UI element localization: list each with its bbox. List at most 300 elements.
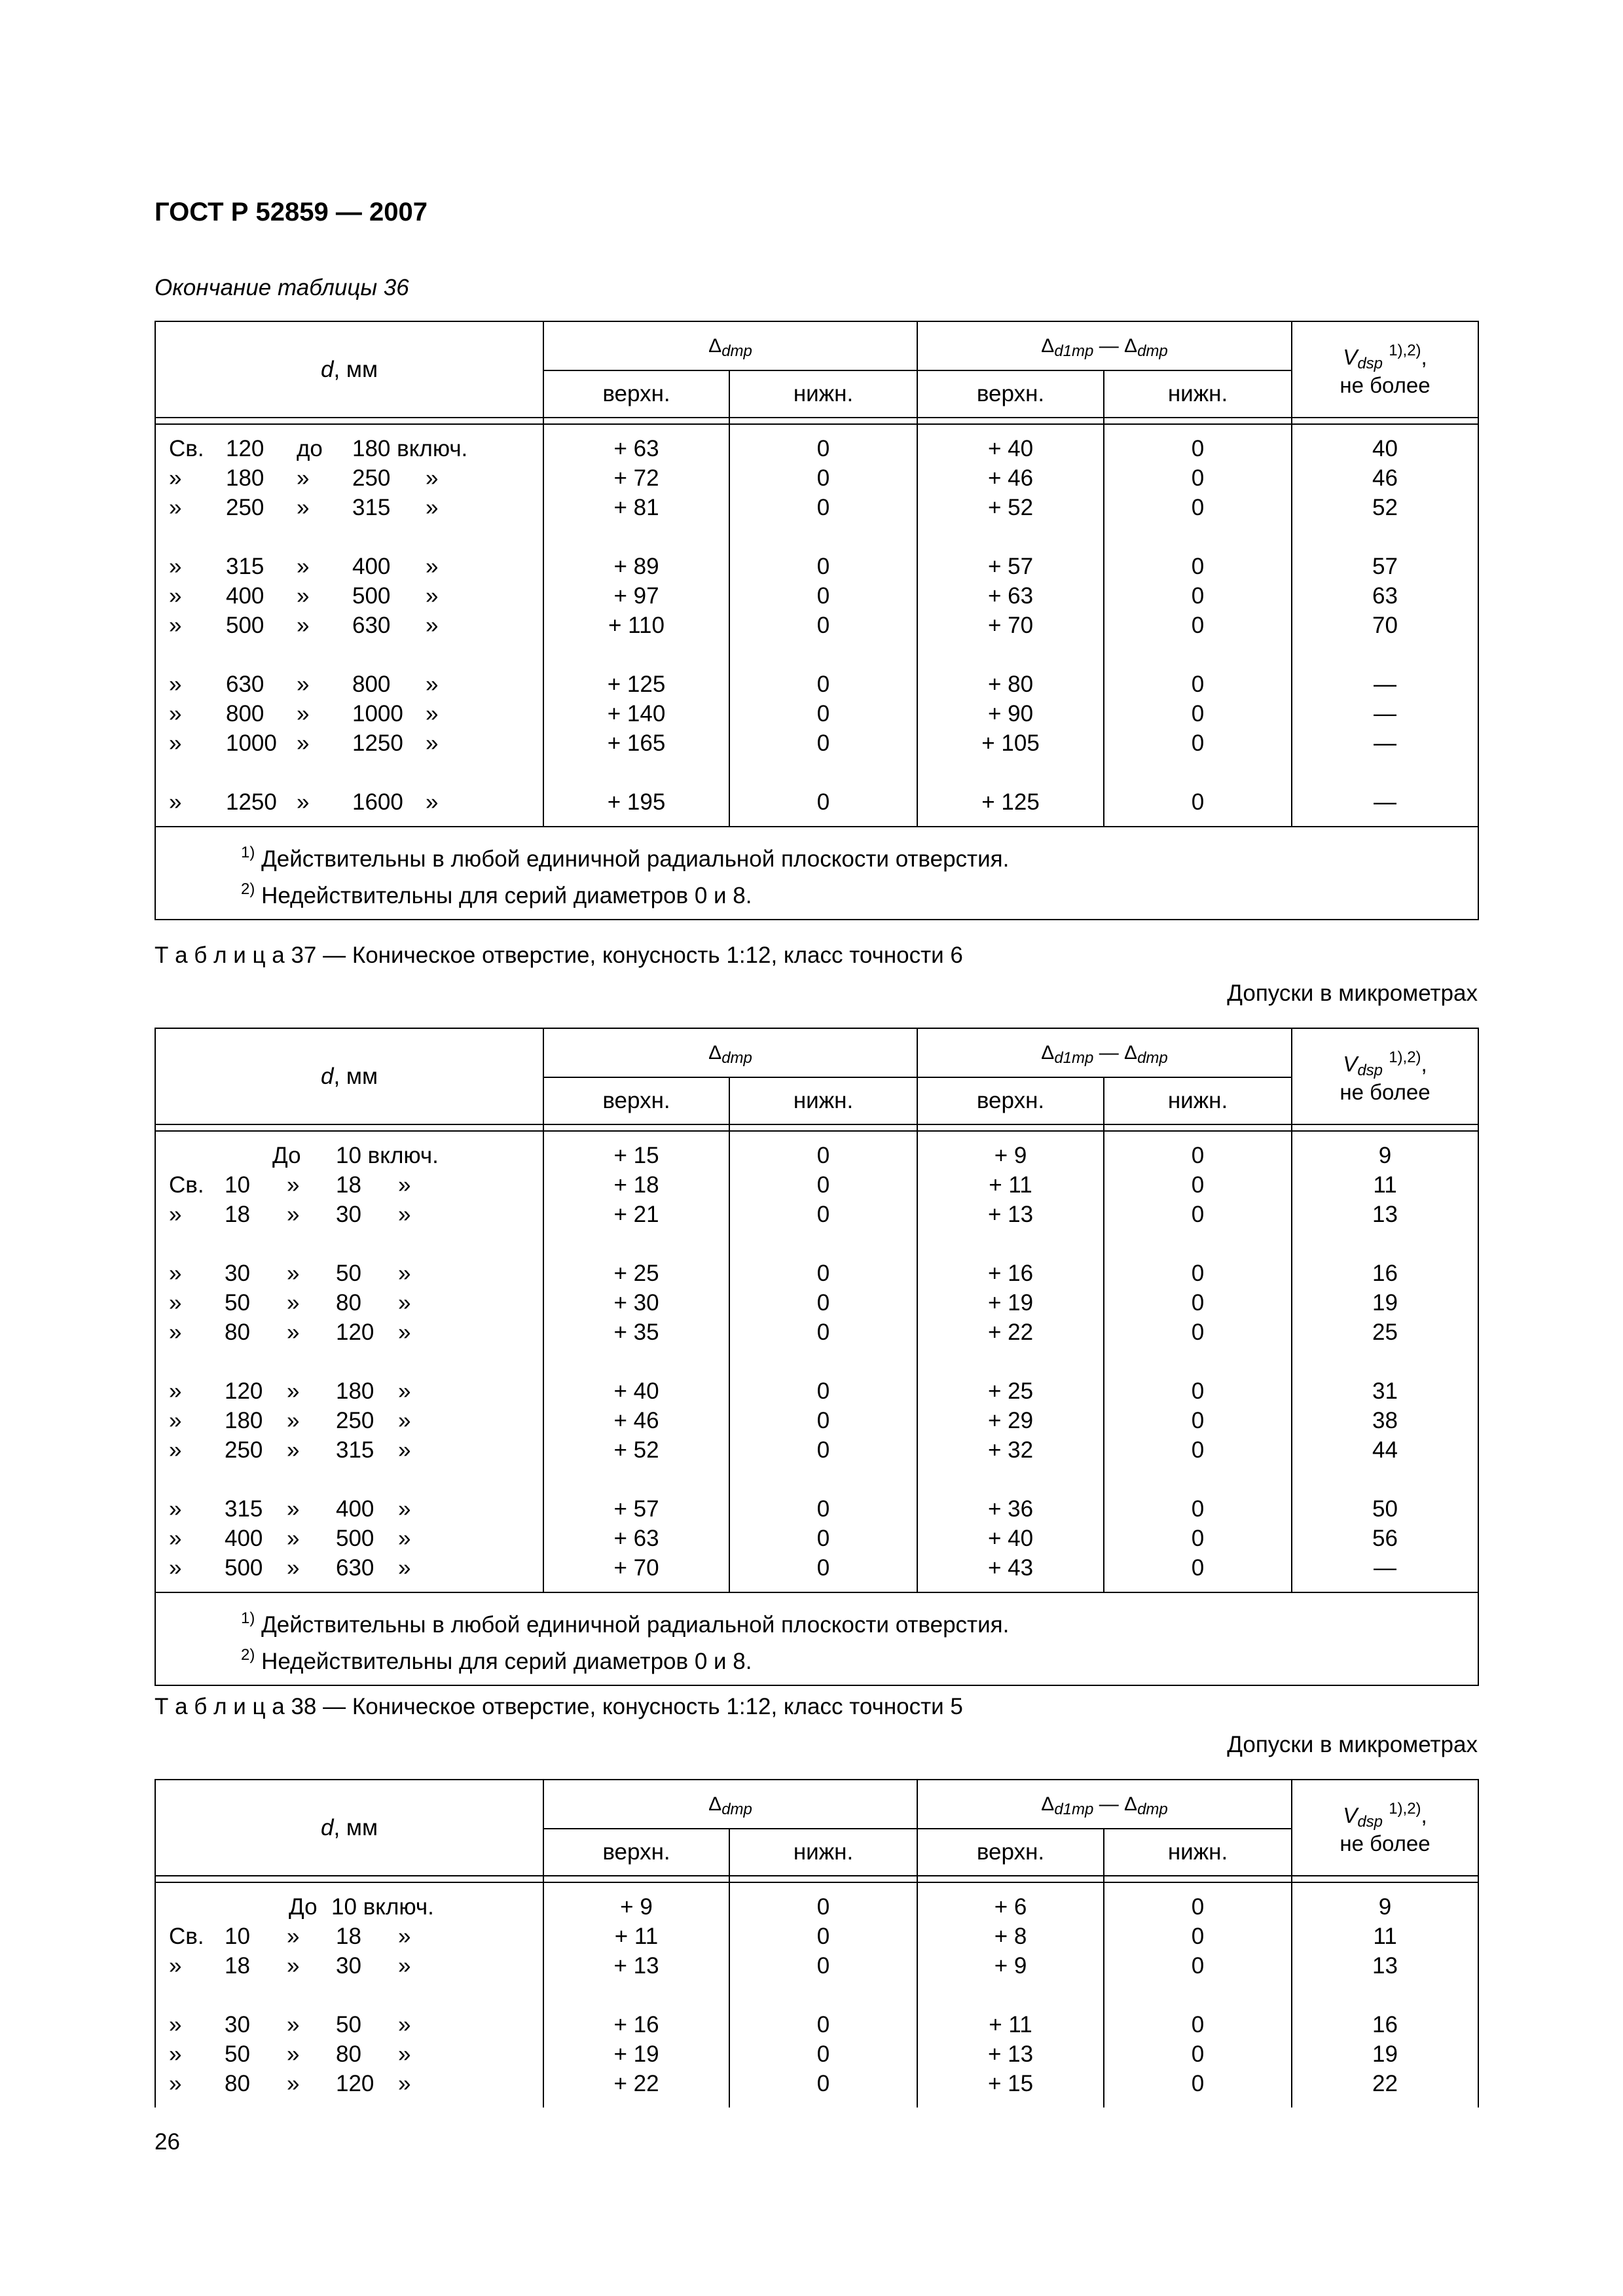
t36-diameter-part: 1250 (352, 730, 403, 756)
t36-delta-dmp-lower: 0 (729, 699, 917, 728)
t37-delta-dmp-upper: + 15 (543, 1141, 729, 1170)
t36-footnote-mark: 2) (241, 880, 255, 898)
t37-diameter-part: 180 (225, 1408, 263, 1433)
t37-diameter-part: » (287, 1408, 300, 1433)
t37-delta-dmp-upper: + 40 (543, 1376, 729, 1406)
t38-separator-cell (155, 1876, 543, 1882)
t36-header-row (155, 321, 1478, 370)
t38-gap-cell (155, 2098, 543, 2108)
t38-delta-d1mp-upper: + 11 (917, 2010, 1104, 2039)
t36-diameter-part: » (297, 465, 310, 491)
t36-diameter-part: 1000 (352, 701, 403, 726)
t37-header-vdsp-sub: не более (1340, 1079, 1431, 1104)
t37-diameter-part: » (287, 1437, 300, 1463)
t37-delta-d1mp-lower: 0 (1104, 1170, 1292, 1200)
t36-delta-d1mp-upper: + 125 (917, 787, 1104, 817)
t37-diameter-part: » (287, 1555, 300, 1581)
t38-spacer-cell (1292, 1981, 1478, 2010)
t37-separator-cell (155, 1124, 543, 1131)
t37-header-vdsp-label: $V_{dsp}$ $^{1),2)}$, (1343, 1048, 1427, 1079)
t36-diameter-part: 500 (226, 613, 264, 638)
t36-vdsp: — (1374, 730, 1397, 756)
t38-vdsp: 13 (1372, 1953, 1398, 1979)
t37-row (155, 1524, 1478, 1553)
t37-delta-d1mp-lower: 0 (1104, 1494, 1292, 1524)
t36-footnote-text: Действительны в любой единичной радиальной плоскости отверстия. (255, 846, 1010, 872)
t36-spacer-cell (543, 640, 729, 670)
t38-vdsp: 16 (1372, 2012, 1398, 2037)
t36-header-separator (155, 418, 1478, 424)
t37-delta-dmp-upper: + 52 (543, 1435, 729, 1465)
t38-header-delta-d1mp (917, 1780, 1292, 1829)
t38-group-spacer (155, 1981, 1478, 2010)
t37-delta-d1mp-upper: + 29 (917, 1406, 1104, 1435)
t38-gap-cell (1104, 2098, 1292, 2108)
t38-diameter-part: » (287, 2012, 300, 2037)
t38-gap-cell (917, 1882, 1104, 1892)
t38-spacer-cell (543, 1981, 729, 2010)
t37-row (155, 1259, 1478, 1288)
t37-diameter-part: 80 (225, 1319, 250, 1345)
table-36 (155, 321, 1478, 920)
t36-diameter-cell (155, 728, 543, 758)
t36-diameter-part: » (297, 789, 310, 815)
t37-diameter-part: 18 (336, 1172, 361, 1198)
t38-diameter-cell (155, 1892, 543, 1922)
t36-diameter-part: » (297, 583, 310, 609)
t38-spacer-cell (155, 1981, 543, 2010)
t38-delta-dmp-lower: 0 (729, 2069, 917, 2098)
t36-subheader-lower: нижн. (1104, 370, 1292, 418)
t36-diameter-part: 800 (226, 701, 264, 726)
t37-header-d-label: d, мм (320, 1063, 378, 1089)
t37-diameter-part: Св. (169, 1172, 204, 1198)
t37-delta-d1mp-lower: 0 (1104, 1553, 1292, 1583)
t36-diameter-part: » (426, 465, 439, 491)
t37-row (155, 1406, 1478, 1435)
t37-top-gap (155, 1131, 1478, 1141)
t36-subheader-upper: верхн. (543, 370, 729, 418)
t37-header-delta-d1mp-label: $\Delta_{d1mp}$ — $\Delta_{dmp}$ (1041, 1041, 1168, 1067)
t37-row (155, 1553, 1478, 1583)
t37-diameter-cell (155, 1259, 543, 1288)
t36-diameter-cell (155, 670, 543, 699)
t38-delta-dmp-upper: + 19 (543, 2039, 729, 2069)
t36-delta-d1mp-lower: 0 (1104, 611, 1292, 640)
t38-header-delta-dmp-label: $\Delta_{dmp}$ (708, 1793, 752, 1818)
t38-diameter-part: » (398, 1924, 411, 1949)
t36-delta-dmp-upper: + 81 (543, 493, 729, 522)
t37-delta-dmp-lower: 0 (729, 1141, 917, 1170)
t37-spacer-cell (543, 1229, 729, 1259)
t36-subheader-lower: нижн. (729, 370, 917, 418)
t36-diameter-part: » (169, 583, 182, 609)
t36-diameter-part: 180 (226, 465, 264, 491)
t38-diameter-part: » (398, 2012, 411, 2037)
t36-vdsp: 57 (1372, 554, 1398, 579)
t36-gap-cell (543, 424, 729, 434)
t36-spacer-cell (729, 758, 917, 787)
t36-vdsp: 70 (1372, 613, 1398, 638)
t38-gap-cell (729, 2098, 917, 2108)
t38-delta-d1mp-upper: + 9 (917, 1951, 1104, 1981)
t36-spacer-cell (155, 640, 543, 670)
t37-delta-d1mp-lower: 0 (1104, 1288, 1292, 1318)
t38-delta-d1mp-upper: + 8 (917, 1922, 1104, 1951)
t37-diameter-cell (155, 1141, 543, 1170)
t38-row (155, 1922, 1478, 1951)
table-38 (155, 1779, 1478, 2108)
t36-footnote-2 (156, 874, 1478, 911)
t37-diameter-cell (155, 1288, 543, 1318)
t36-subheader-upper: верхн. (917, 370, 1104, 418)
t37-diameter-part: » (398, 1555, 411, 1581)
t36-header-vdsp-label: $V_{dsp}$ $^{1),2)}$, (1343, 341, 1427, 372)
t36-delta-dmp-upper: + 195 (543, 787, 729, 817)
t38-gap-cell (1292, 1882, 1478, 1892)
t36-delta-dmp-upper: + 125 (543, 670, 729, 699)
t36-delta-d1mp-lower: 0 (1104, 699, 1292, 728)
t38-diameter-part: » (169, 2012, 182, 2037)
t36-separator-cell (1104, 418, 1292, 424)
t36-diameter-part: » (426, 672, 439, 697)
t38-diameter-part: 80 (225, 2071, 250, 2096)
t36-diameter-cell (155, 463, 543, 493)
t38-diameter-cell (155, 1951, 543, 1981)
t37-group-spacer (155, 1465, 1478, 1494)
t38-header-d-label: d, мм (320, 1814, 378, 1840)
t36-spacer-cell (1292, 758, 1478, 787)
t36-delta-dmp-lower: 0 (729, 787, 917, 817)
t36-spacer-cell (1104, 522, 1292, 552)
t37-delta-dmp-upper: + 18 (543, 1170, 729, 1200)
t37-delta-d1mp-upper: + 25 (917, 1376, 1104, 1406)
t37-spacer-cell (155, 1465, 543, 1494)
t38-diameter-part: Св. (169, 1924, 204, 1949)
t38-diameter-part: 18 (336, 1924, 361, 1949)
t36-diameter-part: » (426, 730, 439, 756)
t37-diameter-part: » (287, 1261, 300, 1286)
t37-subheader-lower: нижн. (729, 1077, 917, 1124)
t37-delta-dmp-upper: + 63 (543, 1524, 729, 1553)
t36-group-spacer (155, 640, 1478, 670)
t38-delta-d1mp-lower: 0 (1104, 1892, 1292, 1922)
t37-diameter-part: 250 (225, 1437, 263, 1463)
t36-row (155, 699, 1478, 728)
t36-diameter-part: » (169, 730, 182, 756)
t37-spacer-cell (543, 1347, 729, 1376)
t36-header-delta-d1mp-label: $\Delta_{d1mp}$ — $\Delta_{dmp}$ (1041, 334, 1168, 360)
t37-diameter-part: » (287, 1378, 300, 1404)
t36-delta-dmp-upper: + 63 (543, 434, 729, 463)
t38-gap-cell (543, 1882, 729, 1892)
t36-delta-d1mp-upper: + 90 (917, 699, 1104, 728)
t36-diameter-part: » (297, 495, 310, 520)
t37-diameter-part: 180 (336, 1378, 374, 1404)
t37-diameter-part: 315 (336, 1437, 374, 1463)
t36-header-delta-d1mp (917, 321, 1292, 370)
t36-spacer-cell (155, 522, 543, 552)
t38-diameter-part: 10 (225, 1924, 250, 1949)
t36-gap-cell (543, 817, 729, 827)
t36-gap-cell (1292, 817, 1478, 827)
t38-header-vdsp (1292, 1780, 1478, 1876)
t38-row (155, 1951, 1478, 1981)
t36-diameter-cell (155, 699, 543, 728)
t36-diameter-part: » (297, 613, 310, 638)
t37-vdsp: 31 (1372, 1378, 1398, 1404)
t36-delta-d1mp-upper: + 80 (917, 670, 1104, 699)
t36-separator-cell (729, 418, 917, 424)
t37-vdsp: 25 (1372, 1319, 1398, 1345)
t38-diameter-part: » (398, 1953, 411, 1979)
t38-subheader-upper: верхн. (917, 1829, 1104, 1876)
t36-delta-d1mp-lower: 0 (1104, 463, 1292, 493)
t36-diameter-part: 630 (352, 613, 391, 638)
t36-spacer-cell (1104, 758, 1292, 787)
t37-diameter-part: 500 (225, 1555, 263, 1581)
t36-gap-cell (155, 817, 543, 827)
t37-spacer-cell (155, 1347, 543, 1376)
t36-diameter-part: » (169, 495, 182, 520)
t37-row (155, 1170, 1478, 1200)
t37-gap-cell (917, 1131, 1104, 1141)
t37-diameter-cell (155, 1318, 543, 1347)
t38-top-gap (155, 1882, 1478, 1892)
t37-diameter-part: » (398, 1526, 411, 1551)
t36-group-spacer (155, 758, 1478, 787)
t36-row (155, 552, 1478, 581)
t36-delta-dmp-lower: 0 (729, 581, 917, 611)
t36-diameter-part: 630 (226, 672, 264, 697)
t37-delta-d1mp-upper: + 36 (917, 1494, 1104, 1524)
t37-delta-d1mp-lower: 0 (1104, 1200, 1292, 1229)
t36-delta-d1mp-lower: 0 (1104, 787, 1292, 817)
t36-delta-d1mp-upper: + 63 (917, 581, 1104, 611)
t36-spacer-cell (1292, 640, 1478, 670)
t38-diameter-part: 10 включ. (331, 1894, 434, 1920)
t36-spacer-cell (543, 522, 729, 552)
t38-delta-dmp-upper: + 9 (543, 1892, 729, 1922)
t37-header-row (155, 1028, 1478, 1077)
t38-separator-cell (729, 1876, 917, 1882)
t37-spacer-cell (543, 1465, 729, 1494)
t37-subheader-upper: верхн. (917, 1077, 1104, 1124)
t36-delta-dmp-lower: 0 (729, 493, 917, 522)
t37-diameter-part: 400 (336, 1496, 374, 1522)
t36-vdsp: 63 (1372, 583, 1398, 609)
t37-diameter-part: » (169, 1555, 182, 1581)
t38-row (155, 2010, 1478, 2039)
t36-diameter-cell (155, 611, 543, 640)
t38-delta-d1mp-lower: 0 (1104, 2010, 1292, 2039)
table-38-grid (155, 1779, 1479, 2108)
t37-delta-dmp-lower: 0 (729, 1553, 917, 1583)
t36-diameter-part: 250 (352, 465, 391, 491)
t36-delta-dmp-upper: + 165 (543, 728, 729, 758)
t37-delta-dmp-lower: 0 (729, 1494, 917, 1524)
t37-spacer-cell (729, 1229, 917, 1259)
t36-diameter-part: » (426, 554, 439, 579)
t36-spacer-cell (917, 522, 1104, 552)
t36-delta-d1mp-lower: 0 (1104, 493, 1292, 522)
t36-delta-d1mp-upper: + 57 (917, 552, 1104, 581)
t38-diameter-part: » (287, 2041, 300, 2067)
t36-diameter-part: 315 (226, 554, 264, 579)
t36-delta-dmp-upper: + 72 (543, 463, 729, 493)
t36-header-d-label: d, мм (320, 356, 378, 382)
t36-gap-cell (1104, 817, 1292, 827)
t37-diameter-part: 630 (336, 1555, 374, 1581)
t37-delta-d1mp-upper: + 22 (917, 1318, 1104, 1347)
t36-diameter-cell (155, 493, 543, 522)
t37-diameter-cell (155, 1524, 543, 1553)
t38-delta-dmp-lower: 0 (729, 1951, 917, 1981)
t37-delta-dmp-upper: + 35 (543, 1318, 729, 1347)
t38-delta-dmp-upper: + 16 (543, 2010, 729, 2039)
t38-delta-d1mp-lower: 0 (1104, 2069, 1292, 2098)
t37-spacer-cell (1104, 1465, 1292, 1494)
t37-delta-d1mp-lower: 0 (1104, 1524, 1292, 1553)
t37-diameter-part: » (287, 1202, 300, 1227)
t38-gap-cell (1292, 2098, 1478, 2108)
t37-delta-d1mp-lower: 0 (1104, 1141, 1292, 1170)
t36-diameter-cell (155, 552, 543, 581)
t36-delta-d1mp-upper: + 40 (917, 434, 1104, 463)
t37-vdsp: 19 (1372, 1290, 1398, 1316)
t37-gap-cell (1104, 1131, 1292, 1141)
t37-diameter-part: » (169, 1378, 182, 1404)
t37-gap-cell (1104, 1583, 1292, 1592)
t37-spacer-cell (1292, 1229, 1478, 1259)
t37-separator-cell (1104, 1124, 1292, 1131)
t38-diameter-part: 30 (336, 1953, 361, 1979)
t38-delta-d1mp-lower: 0 (1104, 1951, 1292, 1981)
t36-diameter-part: Св. (169, 436, 204, 461)
t37-delta-d1mp-upper: + 40 (917, 1524, 1104, 1553)
t36-diameter-part: 1600 (352, 789, 403, 815)
t37-diameter-part: 50 (225, 1290, 250, 1316)
t37-footnote-mark: 2) (241, 1646, 255, 1664)
t37-diameter-part: » (398, 1319, 411, 1345)
t37-diameter-part: » (169, 1437, 182, 1463)
t37-gap-cell (543, 1583, 729, 1592)
t37-diameter-part: До (272, 1143, 301, 1168)
t36-footnotes-cell (155, 827, 1478, 920)
t37-separator-cell (543, 1124, 729, 1131)
t37-delta-dmp-lower: 0 (729, 1376, 917, 1406)
t38-vdsp: 11 (1373, 1924, 1397, 1949)
t36-delta-dmp-upper: + 97 (543, 581, 729, 611)
t37-diameter-part: » (287, 1319, 300, 1345)
t37-vdsp: 44 (1372, 1437, 1398, 1463)
t36-bottom-gap (155, 817, 1478, 827)
t37-vdsp: 16 (1372, 1261, 1398, 1286)
t37-vdsp: 56 (1372, 1526, 1398, 1551)
t37-delta-dmp-upper: + 30 (543, 1288, 729, 1318)
t38-header-delta-d1mp-label: $\Delta_{d1mp}$ — $\Delta_{dmp}$ (1041, 1793, 1168, 1818)
t38-separator-cell (1104, 1876, 1292, 1882)
t38-spacer-cell (729, 1981, 917, 2010)
t36-footnotes (155, 827, 1478, 920)
t36-delta-d1mp-lower: 0 (1104, 670, 1292, 699)
t37-diameter-part: » (287, 1496, 300, 1522)
t36-spacer-cell (729, 522, 917, 552)
t37-delta-dmp-lower: 0 (729, 1406, 917, 1435)
t37-gap-cell (543, 1131, 729, 1141)
table-38-caption: Т а б л и ц а 38 — Коническое отверстие, конусность 1:12, класс точности 5 (155, 1694, 963, 1719)
t37-diameter-part: 120 (225, 1378, 263, 1404)
t38-delta-dmp-lower: 0 (729, 1892, 917, 1922)
t36-spacer-cell (1104, 640, 1292, 670)
t38-gap-cell (155, 1882, 543, 1892)
t37-header-delta-d1mp (917, 1028, 1292, 1077)
table-37-caption: Т а б л и ц а 37 — Коническое отверстие, конусность 1:12, класс точности 6 (155, 942, 963, 968)
t37-diameter-part: 50 (336, 1261, 361, 1286)
t38-diameter-part: 120 (336, 2071, 374, 2096)
t36-diameter-part: 1000 (226, 730, 277, 756)
t38-header-vdsp-sub: не более (1340, 1831, 1431, 1856)
t36-diameter-part: 120 (226, 436, 264, 461)
t38-header-d (155, 1780, 543, 1876)
t36-gap-cell (917, 817, 1104, 827)
t37-diameter-part: » (169, 1526, 182, 1551)
t38-row (155, 2069, 1478, 2098)
t36-diameter-cell (155, 434, 543, 463)
t36-diameter-part: 1250 (226, 789, 277, 815)
table-37-units: Допуски в микрометрах (1227, 980, 1478, 1006)
t36-diameter-part: » (297, 701, 310, 726)
t36-diameter-cell (155, 787, 543, 817)
t37-diameter-part: 250 (336, 1408, 374, 1433)
t38-diameter-part: 50 (225, 2041, 250, 2067)
t37-diameter-part: » (169, 1290, 182, 1316)
t37-diameter-part: » (398, 1496, 411, 1522)
t36-diameter-part: 800 (352, 672, 391, 697)
t38-diameter-cell (155, 1922, 543, 1951)
t38-header-delta-dmp (543, 1780, 917, 1829)
t37-diameter-part: » (398, 1437, 411, 1463)
t36-vdsp: — (1374, 789, 1397, 815)
t37-diameter-part: 120 (336, 1319, 374, 1345)
t37-gap-cell (1292, 1583, 1478, 1592)
t37-row (155, 1318, 1478, 1347)
t37-footnotes (155, 1592, 1478, 1685)
t36-separator-cell (1292, 418, 1478, 424)
t36-delta-dmp-upper: + 110 (543, 611, 729, 640)
t38-diameter-part: » (398, 2041, 411, 2067)
t37-subheader-lower: нижн. (1104, 1077, 1292, 1124)
t37-vdsp: 38 (1372, 1408, 1398, 1433)
t36-footnote-1 (156, 838, 1478, 874)
t36-diameter-cell (155, 581, 543, 611)
t38-separator-cell (917, 1876, 1104, 1882)
t38-subheader-lower: нижн. (1104, 1829, 1292, 1876)
t36-gap-cell (917, 424, 1104, 434)
t37-diameter-cell (155, 1170, 543, 1200)
t38-delta-d1mp-upper: + 15 (917, 2069, 1104, 2098)
t37-delta-dmp-lower: 0 (729, 1288, 917, 1318)
t37-delta-dmp-lower: 0 (729, 1170, 917, 1200)
t37-footnote-2 (156, 1640, 1478, 1677)
t38-spacer-cell (917, 1981, 1104, 2010)
t38-diameter-part: 80 (336, 2041, 361, 2067)
t36-diameter-part: » (169, 554, 182, 579)
table-38-units: Допуски в микрометрах (1227, 1732, 1478, 1757)
t37-header-delta-dmp-label: $\Delta_{dmp}$ (708, 1041, 752, 1067)
t36-gap-cell (1104, 424, 1292, 434)
t36-gap-cell (1292, 424, 1478, 434)
